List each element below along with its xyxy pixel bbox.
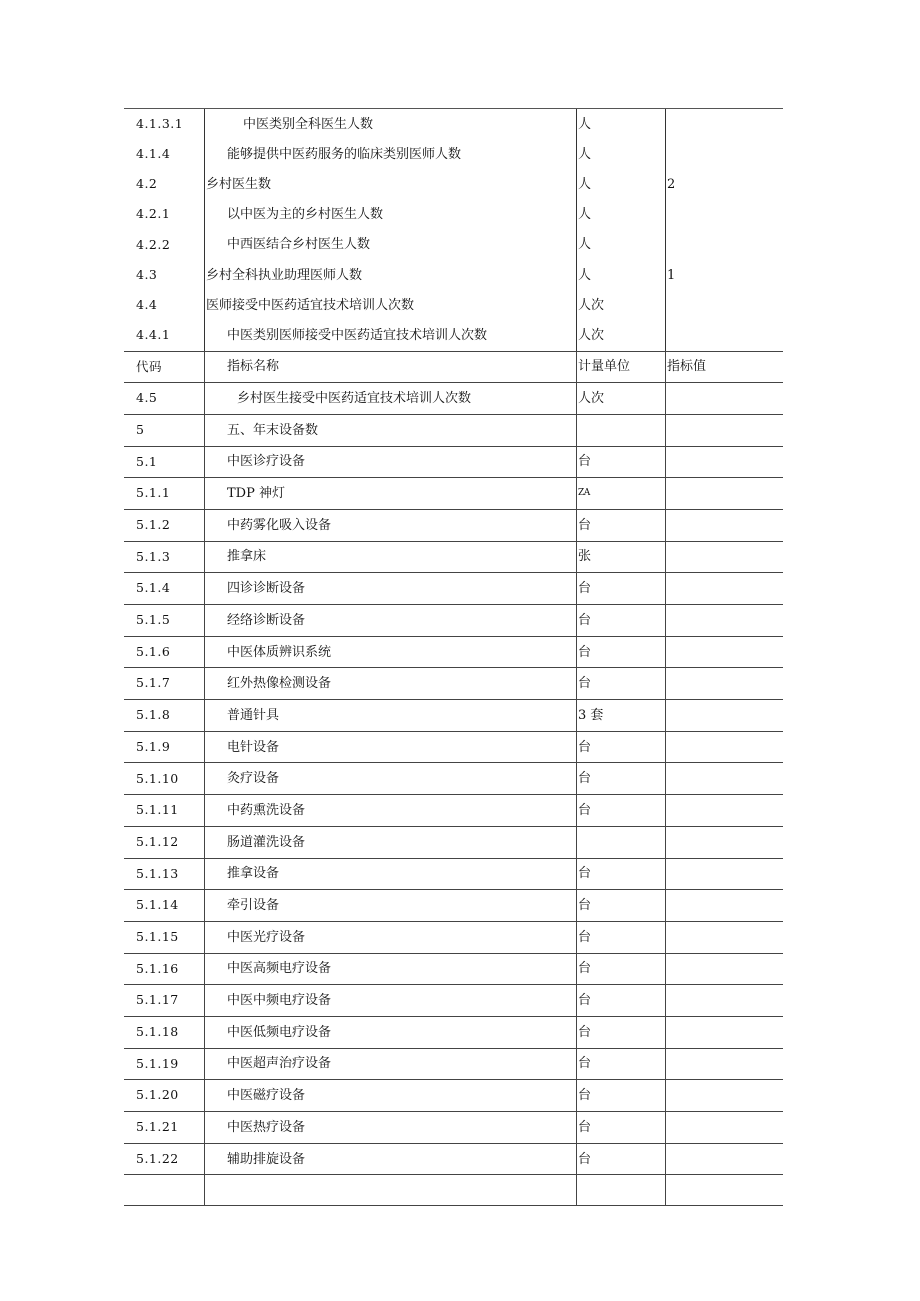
code-cell: 4.1.3.1 bbox=[136, 115, 184, 131]
value-cell bbox=[665, 795, 783, 826]
value-cell bbox=[665, 859, 783, 890]
name-cell: 中医超声治疗设备 bbox=[204, 1049, 576, 1080]
unit-cell: 人 bbox=[576, 260, 665, 290]
indicator-table bbox=[124, 109, 783, 1206]
code-cell: 5.1.13 bbox=[136, 865, 179, 881]
code-cell: 5.1.4 bbox=[136, 580, 171, 596]
table-row bbox=[124, 826, 783, 858]
table-row bbox=[124, 541, 783, 573]
table-row bbox=[124, 921, 783, 953]
table-row bbox=[124, 889, 783, 921]
value-cell bbox=[665, 1080, 783, 1111]
name-cell: 中西医结合乡村医生人数 bbox=[204, 230, 576, 260]
name-cell: 中医体质辨识系统 bbox=[204, 637, 576, 668]
code-cell: 5.1.7 bbox=[136, 675, 171, 691]
name-cell: 乡村医生数 bbox=[204, 169, 576, 199]
name-cell: 乡村医生接受中医药适宜技术培训人次数 bbox=[204, 383, 576, 414]
value-cell bbox=[665, 320, 783, 350]
header-code: 代码 bbox=[136, 358, 163, 374]
unit-cell: 台 bbox=[576, 668, 665, 699]
unit-cell: 3 套 bbox=[576, 700, 665, 731]
table-row bbox=[124, 169, 783, 199]
unit-cell: 人 bbox=[576, 139, 665, 169]
table-row bbox=[124, 260, 783, 290]
unit-cell: 人次 bbox=[576, 290, 665, 320]
name-cell: 四诊诊断设备 bbox=[204, 573, 576, 604]
code-cell: 5.1.10 bbox=[136, 770, 179, 786]
unit-cell: ZA bbox=[576, 478, 665, 509]
value-cell bbox=[665, 447, 783, 478]
table-row bbox=[124, 139, 783, 169]
code-cell: 5.1.18 bbox=[136, 1024, 179, 1040]
table-row bbox=[124, 762, 783, 794]
code-cell: 5.1.5 bbox=[136, 612, 171, 628]
unit-cell bbox=[576, 827, 665, 858]
code-cell: 5.1.2 bbox=[136, 517, 171, 533]
unit-cell: 台 bbox=[576, 1112, 665, 1143]
name-cell: 中医光疗设备 bbox=[204, 922, 576, 953]
value-cell bbox=[665, 230, 783, 260]
value-cell bbox=[665, 415, 783, 446]
header-unit: 计量单位 bbox=[576, 352, 665, 383]
unit-cell: 台 bbox=[576, 954, 665, 985]
value-cell bbox=[665, 109, 783, 139]
unit-cell: 台 bbox=[576, 1080, 665, 1111]
unit-cell: 台 bbox=[576, 763, 665, 794]
unit-cell: 台 bbox=[576, 795, 665, 826]
code-cell: 4.3 bbox=[136, 266, 158, 282]
table-row bbox=[124, 1079, 783, 1111]
table-row bbox=[124, 509, 783, 541]
value-cell bbox=[665, 542, 783, 573]
table-row bbox=[124, 1016, 783, 1048]
code-cell: 4.5 bbox=[136, 390, 158, 406]
name-cell: 乡村全科执业助理医师人数 bbox=[204, 260, 576, 290]
value-cell bbox=[665, 510, 783, 541]
name-cell: 经络诊断设备 bbox=[204, 605, 576, 636]
value-cell bbox=[665, 954, 783, 985]
code-cell: 5.1.17 bbox=[136, 992, 179, 1008]
code-cell: 5 bbox=[136, 421, 145, 437]
table-row bbox=[124, 794, 783, 826]
code-cell: 4.4 bbox=[136, 296, 158, 312]
value-cell bbox=[665, 605, 783, 636]
table-row bbox=[124, 200, 783, 230]
name-cell: 肠道灌洗设备 bbox=[204, 827, 576, 858]
table-row bbox=[124, 572, 783, 604]
header-value: 指标值 bbox=[665, 352, 783, 383]
unit-cell: 台 bbox=[576, 732, 665, 763]
table-row bbox=[124, 1174, 783, 1206]
table-row bbox=[124, 667, 783, 699]
name-cell: 中医中频电疗设备 bbox=[204, 985, 576, 1016]
value-cell bbox=[665, 827, 783, 858]
code-cell: 4.2.1 bbox=[136, 206, 171, 222]
code-cell: 5.1.11 bbox=[136, 802, 179, 818]
name-cell: 中医低频电疗设备 bbox=[204, 1017, 576, 1048]
name-cell: 中医磁疗设备 bbox=[204, 1080, 576, 1111]
value-cell bbox=[665, 637, 783, 668]
name-cell: TDP 神灯 bbox=[204, 478, 576, 509]
code-cell: 5.1.20 bbox=[136, 1087, 179, 1103]
name-cell: 牵引设备 bbox=[204, 890, 576, 921]
value-cell bbox=[665, 478, 783, 509]
name-cell: 中医类别医师接受中医药适宜技术培训人次数 bbox=[204, 320, 576, 350]
value-cell bbox=[665, 1144, 783, 1175]
table-header-row bbox=[124, 351, 783, 383]
unit-cell: 台 bbox=[576, 637, 665, 668]
unit-cell: 台 bbox=[576, 573, 665, 604]
code-cell: 5.1.19 bbox=[136, 1055, 179, 1071]
code-cell: 5.1 bbox=[136, 453, 158, 469]
name-cell: 推拿设备 bbox=[204, 859, 576, 890]
table-row bbox=[124, 858, 783, 890]
unit-cell: 人 bbox=[576, 230, 665, 260]
code-cell: 5.1.16 bbox=[136, 960, 179, 976]
name-cell: 中医类别全科医生人数 bbox=[204, 109, 576, 139]
table-row bbox=[124, 382, 783, 414]
value-cell bbox=[665, 763, 783, 794]
name-cell: 中医热疗设备 bbox=[204, 1112, 576, 1143]
value-cell bbox=[665, 200, 783, 230]
value-cell bbox=[665, 1175, 783, 1205]
unit-cell: 台 bbox=[576, 1144, 665, 1175]
unit-cell: 人次 bbox=[576, 383, 665, 414]
unit-cell bbox=[576, 415, 665, 446]
unit-cell: 张 bbox=[576, 542, 665, 573]
code-cell: 4.1.4 bbox=[136, 146, 171, 162]
table-row bbox=[124, 953, 783, 985]
unit-cell: 人 bbox=[576, 169, 665, 199]
header-name: 指标名称 bbox=[204, 352, 576, 383]
table-row bbox=[124, 984, 783, 1016]
unit-cell: 台 bbox=[576, 1017, 665, 1048]
value-cell bbox=[665, 985, 783, 1016]
table-row bbox=[124, 446, 783, 478]
code-cell: 5.1.12 bbox=[136, 833, 179, 849]
table-row bbox=[124, 604, 783, 636]
name-cell: 辅助排旋设备 bbox=[204, 1144, 576, 1175]
value-cell bbox=[665, 922, 783, 953]
table-row bbox=[124, 636, 783, 668]
name-cell: 中医诊疗设备 bbox=[204, 447, 576, 478]
name-cell: 普通针具 bbox=[204, 700, 576, 731]
unit-cell: 台 bbox=[576, 510, 665, 541]
value-cell bbox=[665, 668, 783, 699]
name-cell: 以中医为主的乡村医生人数 bbox=[204, 200, 576, 230]
table-row bbox=[124, 731, 783, 763]
code-cell: 5.1.6 bbox=[136, 643, 171, 659]
code-cell: 5.1.21 bbox=[136, 1119, 179, 1135]
code-cell: 5.1.22 bbox=[136, 1150, 179, 1166]
table-row bbox=[124, 290, 783, 320]
unit-cell: 台 bbox=[576, 922, 665, 953]
name-cell: 中医高频电疗设备 bbox=[204, 954, 576, 985]
code-cell: 5.1.8 bbox=[136, 707, 171, 723]
code-cell: 4.2 bbox=[136, 176, 158, 192]
unit-cell: 人次 bbox=[576, 320, 665, 350]
table-row bbox=[124, 477, 783, 509]
table-row bbox=[124, 1111, 783, 1143]
unit-cell: 台 bbox=[576, 890, 665, 921]
value-cell bbox=[665, 139, 783, 169]
code-cell: 5.1.3 bbox=[136, 548, 171, 564]
name-cell bbox=[204, 1175, 576, 1205]
value-cell bbox=[665, 1112, 783, 1143]
unit-cell bbox=[576, 1175, 665, 1205]
unit-cell: 人 bbox=[576, 109, 665, 139]
name-cell: 推拿床 bbox=[204, 542, 576, 573]
table-row bbox=[124, 699, 783, 731]
name-cell: 医师接受中医药适宜技术培训人次数 bbox=[204, 290, 576, 320]
name-cell: 中药雾化吸入设备 bbox=[204, 510, 576, 541]
name-cell: 红外热像检测设备 bbox=[204, 668, 576, 699]
code-cell: 4.4.1 bbox=[136, 327, 171, 343]
value-cell: 2 bbox=[665, 169, 783, 199]
value-cell bbox=[665, 573, 783, 604]
unit-cell: 台 bbox=[576, 447, 665, 478]
name-cell: 中药熏洗设备 bbox=[204, 795, 576, 826]
value-cell bbox=[665, 383, 783, 414]
table-row bbox=[124, 1048, 783, 1080]
table-row bbox=[124, 109, 783, 139]
value-cell bbox=[665, 290, 783, 320]
code-cell: 5.1.15 bbox=[136, 928, 179, 944]
code-cell: 5.1.14 bbox=[136, 897, 179, 913]
name-cell: 能够提供中医药服务的临床类别医师人数 bbox=[204, 139, 576, 169]
value-cell bbox=[665, 1049, 783, 1080]
table-row bbox=[124, 1143, 783, 1175]
table-row bbox=[124, 230, 783, 260]
value-cell bbox=[665, 700, 783, 731]
code-cell: 4.2.2 bbox=[136, 236, 171, 252]
unit-cell: 台 bbox=[576, 859, 665, 890]
code-cell bbox=[124, 1175, 204, 1205]
unit-cell: 台 bbox=[576, 985, 665, 1016]
value-cell bbox=[665, 732, 783, 763]
value-cell bbox=[665, 890, 783, 921]
unit-cell: 人 bbox=[576, 200, 665, 230]
name-cell: 电针设备 bbox=[204, 732, 576, 763]
name-cell: 五、年末设备数 bbox=[204, 415, 576, 446]
code-cell: 5.1.9 bbox=[136, 738, 171, 754]
unit-cell: 台 bbox=[576, 605, 665, 636]
code-cell: 5.1.1 bbox=[136, 485, 171, 501]
value-cell bbox=[665, 1017, 783, 1048]
table-row bbox=[124, 320, 783, 350]
name-cell: 灸疗设备 bbox=[204, 763, 576, 794]
value-cell: 1 bbox=[665, 260, 783, 290]
table-row bbox=[124, 414, 783, 446]
unit-cell: 台 bbox=[576, 1049, 665, 1080]
